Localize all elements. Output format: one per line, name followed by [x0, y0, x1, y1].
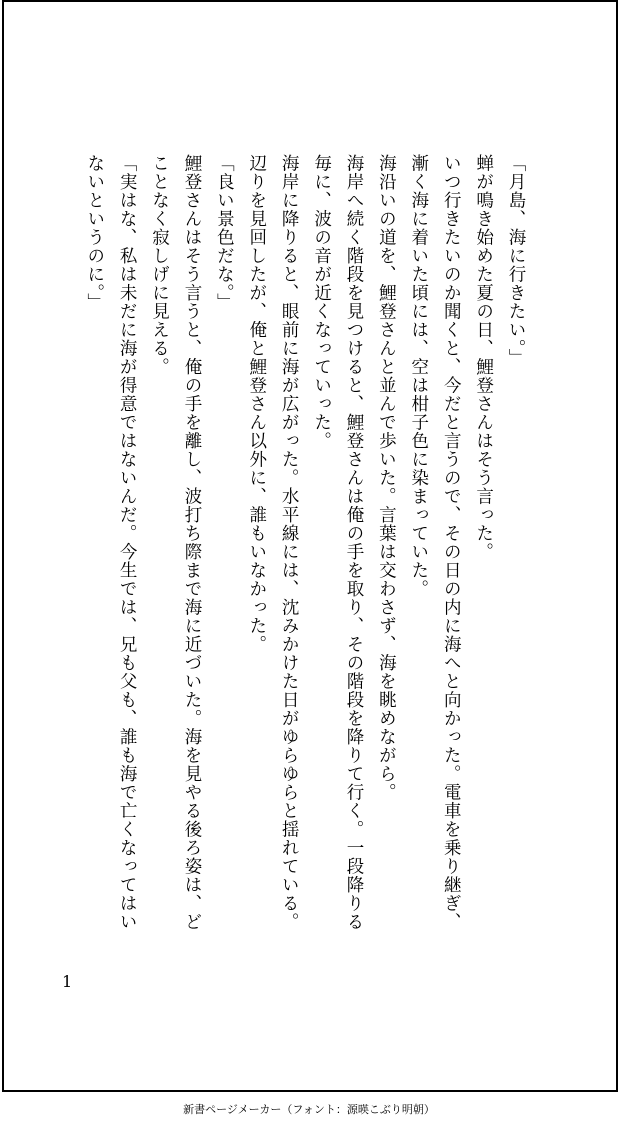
paragraph: 海岸へ続く階段を見つけると、鯉登さんは俺の手を取り、その階段を降りて行く。一段降りる毎に、波の音が近くなっていった。: [311, 154, 364, 931]
paragraph: 「月島、海に行きたい。」: [506, 154, 526, 368]
paragraph: 海沿いの道を、鯉登さんと並んで歩いた。言葉は交わさず、海を眺めながら。: [376, 154, 397, 802]
footer-caption: 新書ページメーカー（フォント：源暎こぶり明朝）: [183, 1103, 435, 1116]
paragraph: 鯉登さんはそう言うと、俺の手を離し、波打ち際まで海に近づいた。海を見やる後ろ姿は、どことなく寂しげに見える。: [149, 154, 202, 931]
paragraph: 「良い景色だな。」: [214, 154, 235, 312]
paragraph: 海岸に降りると、眼前に海が広がった。水平線には、沈みかけた日がゆらゆらと揺れている。辺りを見回したが、俺と鯉登さん以外に、誰もいなかった。: [246, 154, 300, 931]
paragraph: いつ行きたいのか聞くと、今だと言うので、その日の内に海へと向かった。電車を乗り継ぎ、漸く海に着いた頃には、空は柑子色に染まっていた。: [408, 154, 462, 931]
page-number: 1: [62, 972, 73, 991]
manuscript-page: [2, 0, 618, 1092]
paragraph: 蝉が鳴き始めた夏の日、鯉登さんはそう言った。: [473, 154, 494, 561]
vertical-text-body: [78, 154, 532, 934]
paragraph: 「実はな、私は未だに海が得意ではないんだ。今生では、兄も父も、誰も海で亡くなってはいないというのに。」: [84, 154, 138, 931]
